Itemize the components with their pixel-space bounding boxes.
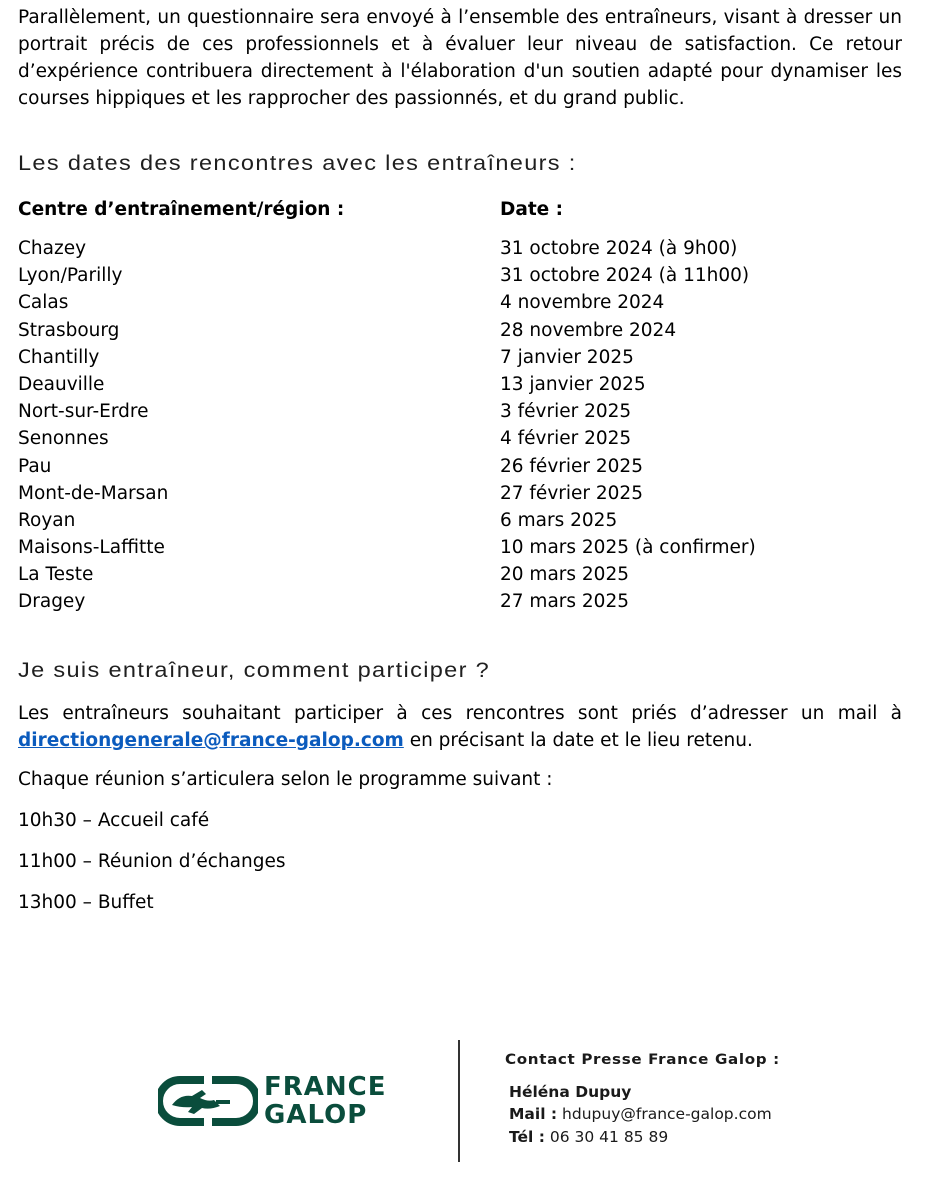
table-row: [18, 398, 898, 425]
contact-name: Héléna Dupuy: [509, 1083, 632, 1101]
row-center: Strasbourg: [18, 319, 120, 341]
row-center: Royan: [18, 509, 76, 531]
meetings-table: [18, 235, 898, 616]
program-item-1: 10h30 – Accueil café: [18, 810, 210, 831]
table-row: [18, 480, 898, 507]
table-row: [18, 317, 898, 344]
row-center: Nort-sur-Erdre: [18, 401, 149, 423]
contact-title: Contact Presse France Galop :: [505, 1052, 780, 1068]
row-center: Mont-de-Marsan: [18, 482, 169, 504]
program-item-3: 13h00 – Buffet: [18, 892, 154, 913]
row-center: Chazey: [18, 238, 87, 259]
participate-text-before: Les entraîneurs souhaitant participer à ces rencontres sont priés d’adresser un mail à: [18, 703, 902, 724]
logo-wordmark: [264, 1073, 387, 1129]
meetings-heading: Les dates des rencontres avec les entraîneurs :: [18, 152, 577, 175]
table-row: [18, 425, 898, 452]
row-center: Dragey: [18, 591, 86, 613]
row-center: Calas: [18, 292, 69, 314]
column-header-center: Centre d’entraînement/région :: [18, 199, 345, 220]
row-date: 13 janvier 2025: [500, 373, 646, 395]
row-center: Maisons-Laffitte: [18, 537, 165, 559]
program-intro: Chaque réunion s’articulera selon le programme suivant :: [18, 769, 553, 790]
table-row: [18, 561, 898, 588]
row-center: Pau: [18, 455, 52, 477]
row-date: 27 mars 2025: [500, 591, 629, 613]
row-date: 31 octobre 2024 (à 9h00): [500, 238, 738, 259]
contact-mail: [509, 1104, 772, 1124]
tel-value: 06 30 41 85 89: [549, 1128, 669, 1146]
row-center: Deauville: [18, 373, 105, 395]
table-row: [18, 289, 898, 316]
logo-word-france: FRANCE: [264, 1072, 387, 1102]
table-row: [18, 235, 898, 262]
table-row: [18, 453, 898, 480]
logo-word-galop: GALOP: [264, 1100, 368, 1130]
row-date: 10 mars 2025 (à confirmer): [500, 537, 756, 559]
participate-heading: Je suis entraîneur, comment participer ?: [18, 659, 491, 682]
table-row: [18, 507, 898, 534]
tel-label: Tél :: [509, 1128, 545, 1146]
email-link[interactable]: directiongenerale@france-galop.com: [18, 730, 404, 751]
participate-paragraph: [18, 700, 902, 754]
row-center: Senonnes: [18, 428, 109, 450]
participate-text-after: en précisant la date et le lieu retenu.: [403, 730, 753, 751]
row-date: 26 février 2025: [500, 455, 643, 477]
column-header-date: Date :: [500, 199, 564, 220]
row-date: 4 février 2025: [500, 428, 632, 450]
row-date: 28 novembre 2024: [500, 319, 677, 341]
row-date: 6 mars 2025: [500, 509, 618, 531]
row-date: 7 janvier 2025: [500, 346, 634, 368]
table-row: [18, 534, 898, 561]
mail-label: Mail :: [509, 1105, 558, 1123]
row-center: La Teste: [18, 564, 94, 586]
row-center: Lyon/Parilly: [18, 265, 123, 287]
contact-tel: [509, 1127, 668, 1147]
row-date: 3 février 2025: [500, 401, 632, 423]
program-item-2: 11h00 – Réunion d’échanges: [18, 851, 286, 872]
row-date: 31 octobre 2024 (à 11h00): [500, 265, 750, 287]
table-row: [18, 588, 898, 615]
mail-value: hdupuy@france-galop.com: [562, 1105, 772, 1123]
table-row: [18, 344, 898, 371]
france-galop-logo: [158, 1072, 258, 1134]
table-row: [18, 262, 898, 289]
row-date: 20 mars 2025: [500, 564, 629, 586]
row-date: 27 février 2025: [500, 482, 643, 504]
intro-paragraph: Parallèlement, un questionnaire sera envoyé à l’ensemble des entraîneurs, visant à dresser un portrait précis de ces professionnels et à évaluer leur niveau de satisfaction. Ce retour d’expérience contribuera directement à l'élaboration d'un soutien adapté pour dynamiser les courses hippiques et les rapprocher des passionnés, et du grand public.: [18, 7, 902, 109]
footer-divider: [458, 1040, 460, 1162]
row-center: Chantilly: [18, 346, 100, 368]
table-row: [18, 371, 898, 398]
row-date: 4 novembre 2024: [500, 292, 665, 314]
